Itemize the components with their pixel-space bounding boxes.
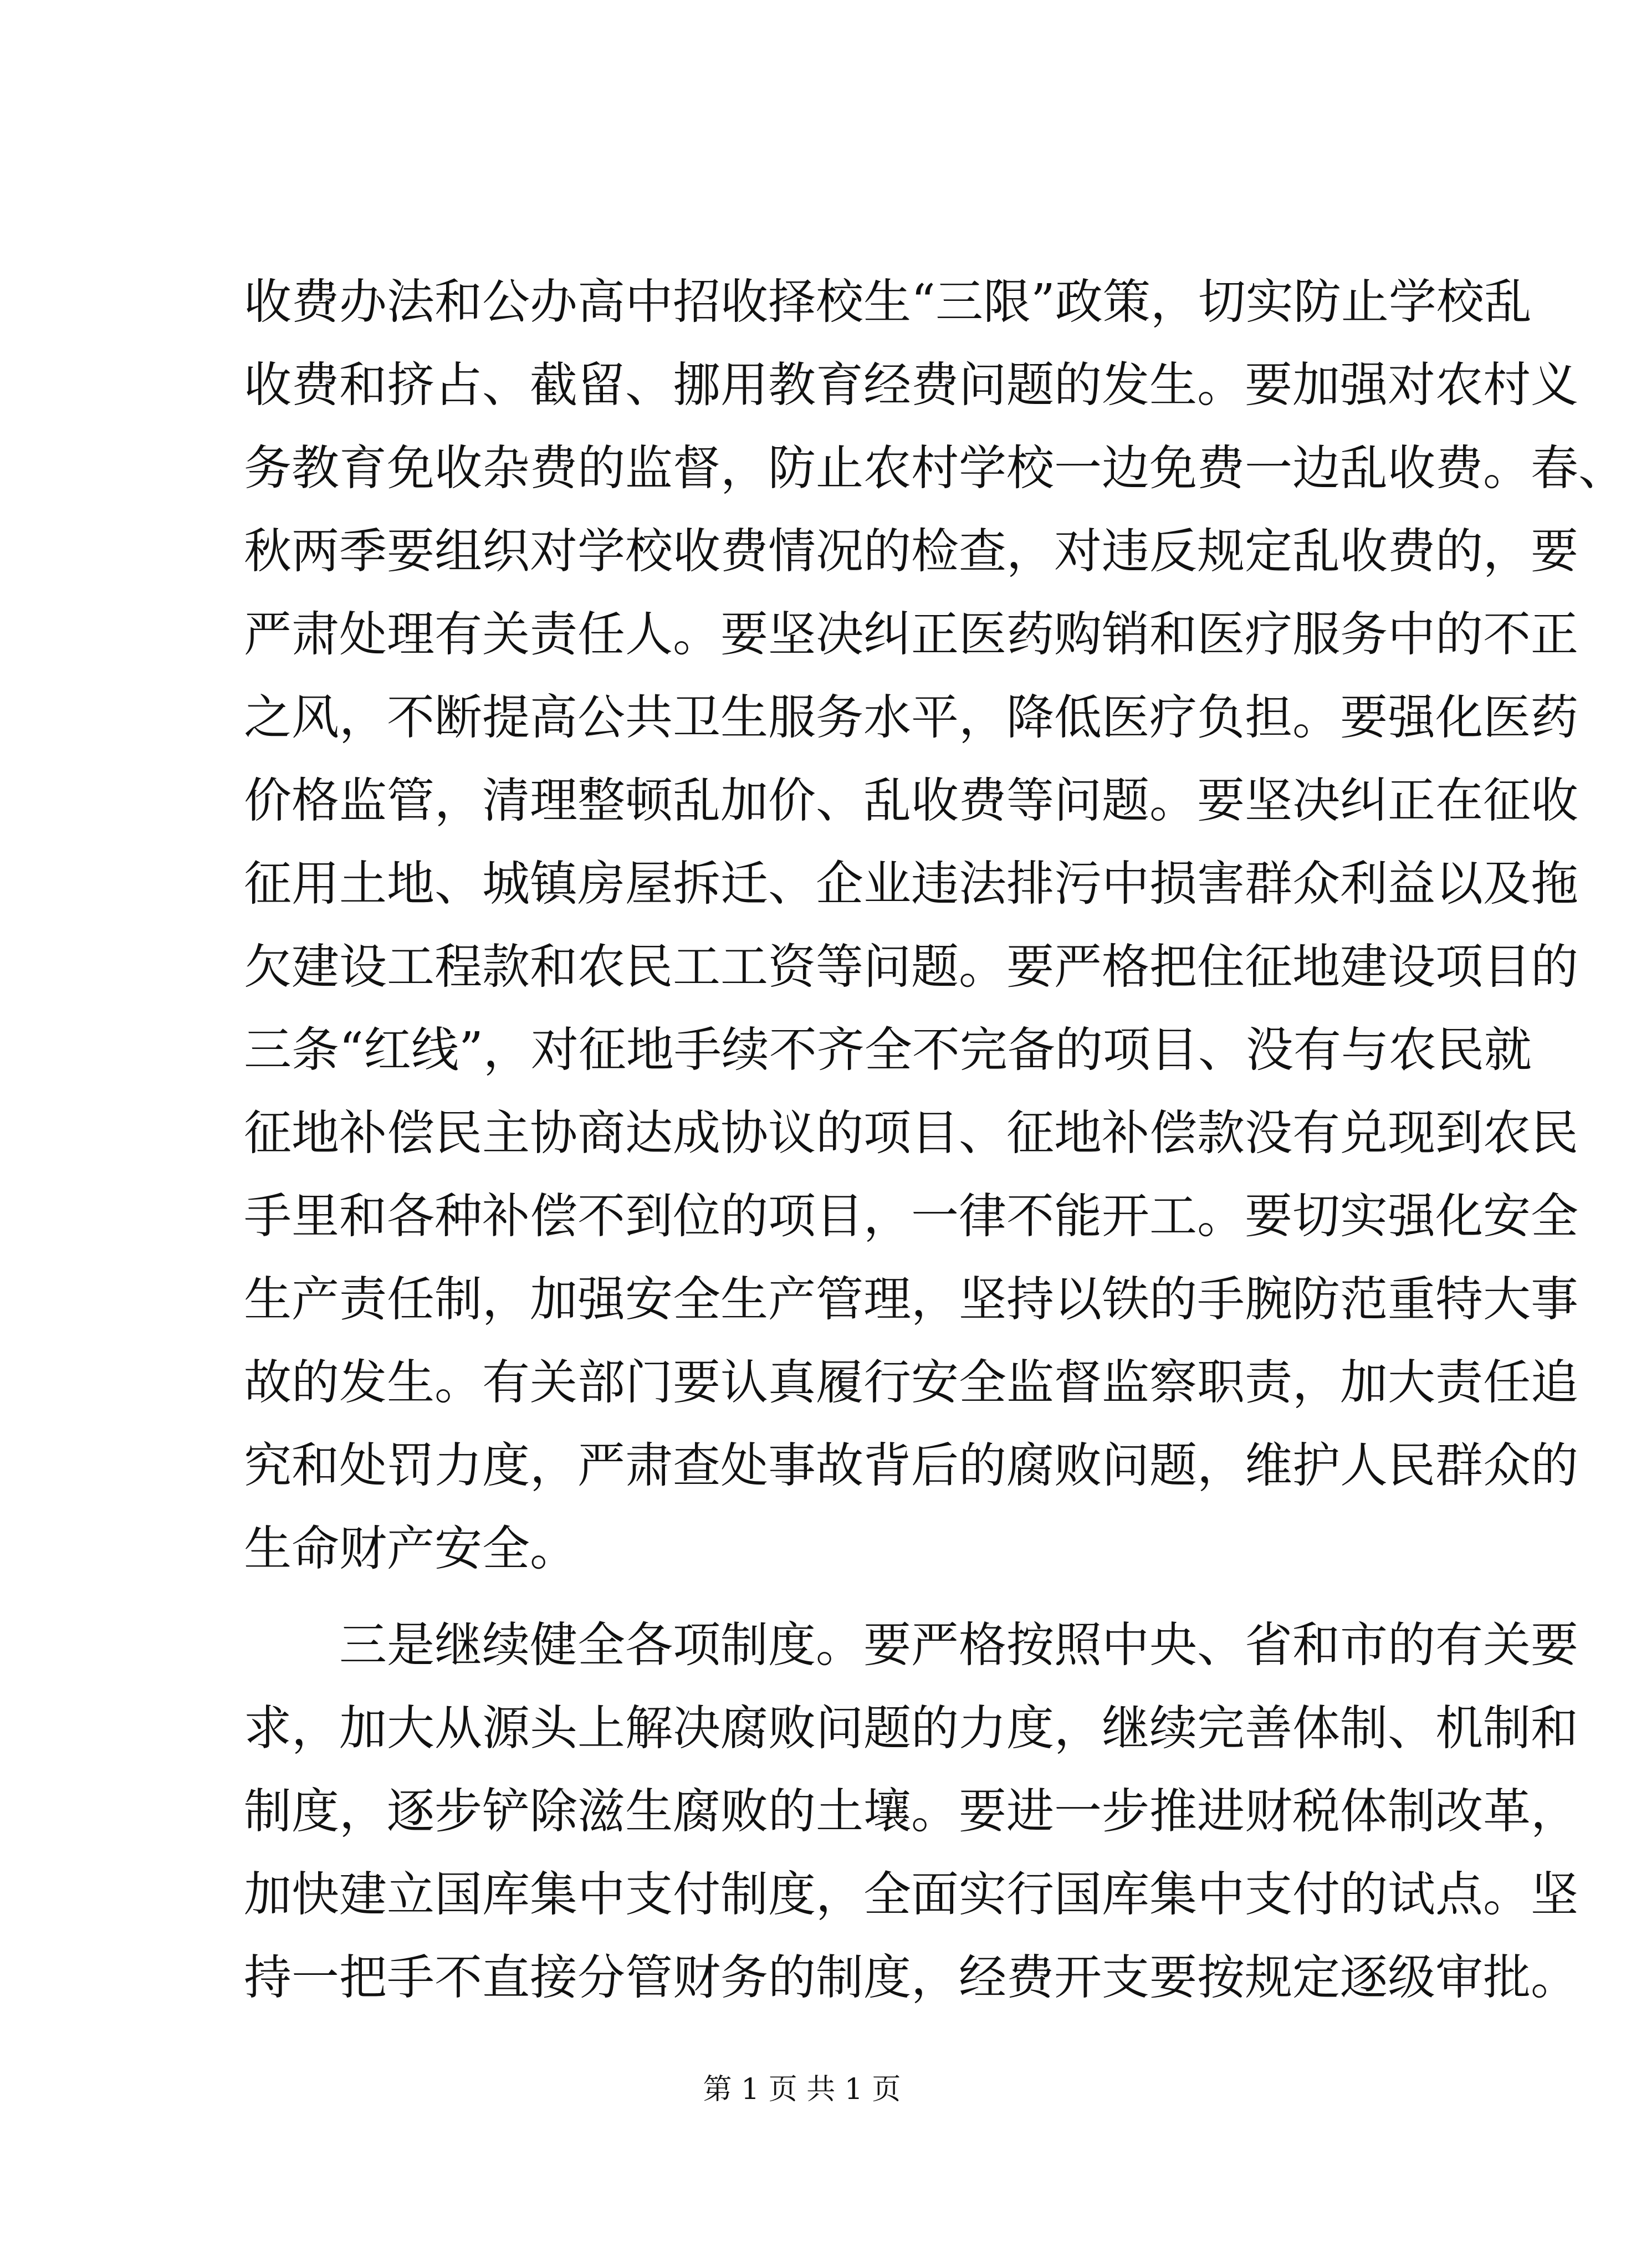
text-line: 三是继续健全各项制度。要严格按照中央、省和市的有关要 [339, 1617, 1578, 1673]
text-line: 求，加大从源头上解决腐败问题的力度，继续完善体制、机制和 [244, 1701, 1578, 1756]
text-line: 究和处罚力度，严肃查处事故背后的腐败问题，维护人民群众的 [244, 1438, 1578, 1493]
page-footer: 第 1 页 共 1 页 [703, 2073, 901, 2106]
text-line: 严肃处理有关责任人。要坚决纠正医药购销和医疗服务中的不正 [244, 607, 1578, 662]
text-line: 三条“红线”，对征地手续不齐全不完备的项目、没有与农民就 [244, 1022, 1532, 1078]
text-line: 欠建设工程款和农民工工资等问题。要严格把住征地建设项目的 [244, 939, 1578, 995]
text-line: 价格监管，清理整顿乱加价、乱收费等问题。要坚决纠正在征收 [244, 773, 1578, 828]
text-line: 加快建立国库集中支付制度，全面实行国库集中支付的试点。坚 [244, 1867, 1578, 1922]
paragraph-gap [244, 1590, 1408, 1604]
text-line: 收费和挤占、截留、挪用教育经费问题的发生。要加强对农村义 [244, 357, 1578, 413]
text-line: 手里和各种补偿不到位的项目，一律不能开工。要切实强化安全 [244, 1189, 1578, 1244]
text-line: 持一把手不直接分管财务的制度，经费开支要按规定逐级审批。 [244, 1950, 1578, 2005]
text-line: 生产责任制，加强安全生产管理，坚持以铁的手腕防范重特大事 [244, 1272, 1578, 1327]
body-text [244, 260, 1626, 2019]
text-line: 收费办法和公办高中招收择校生“三限”政策，切实防止学校乱 [244, 274, 1532, 330]
text-line: 征用土地、城镇房屋拆迁、企业违法排污中损害群众利益以及拖 [244, 856, 1578, 912]
text-line: 生命财产安全。 [244, 1521, 577, 1576]
paragraph-2 [244, 1604, 1578, 2019]
text-line: 之风，不断提高公共卫生服务水平，降低医疗负担。要强化医药 [244, 690, 1578, 745]
text-line: 制度，逐步铲除滋生腐败的土壤。要进一步推进财税体制改革， [244, 1784, 1578, 1839]
text-line: 故的发生。有关部门要认真履行安全监督监察职责，加大责任追 [244, 1355, 1578, 1410]
paragraph-1 [244, 260, 1626, 1590]
text-line: 征地补偿民主协商达成协议的项目、征地补偿款没有兑现到农民 [244, 1105, 1578, 1161]
text-line: 务教育免收杂费的监督，防止农村学校一边免费一边乱收费。春、 [244, 441, 1626, 496]
text-line: 秋两季要组织对学校收费情况的检查，对违反规定乱收费的，要 [244, 524, 1578, 579]
